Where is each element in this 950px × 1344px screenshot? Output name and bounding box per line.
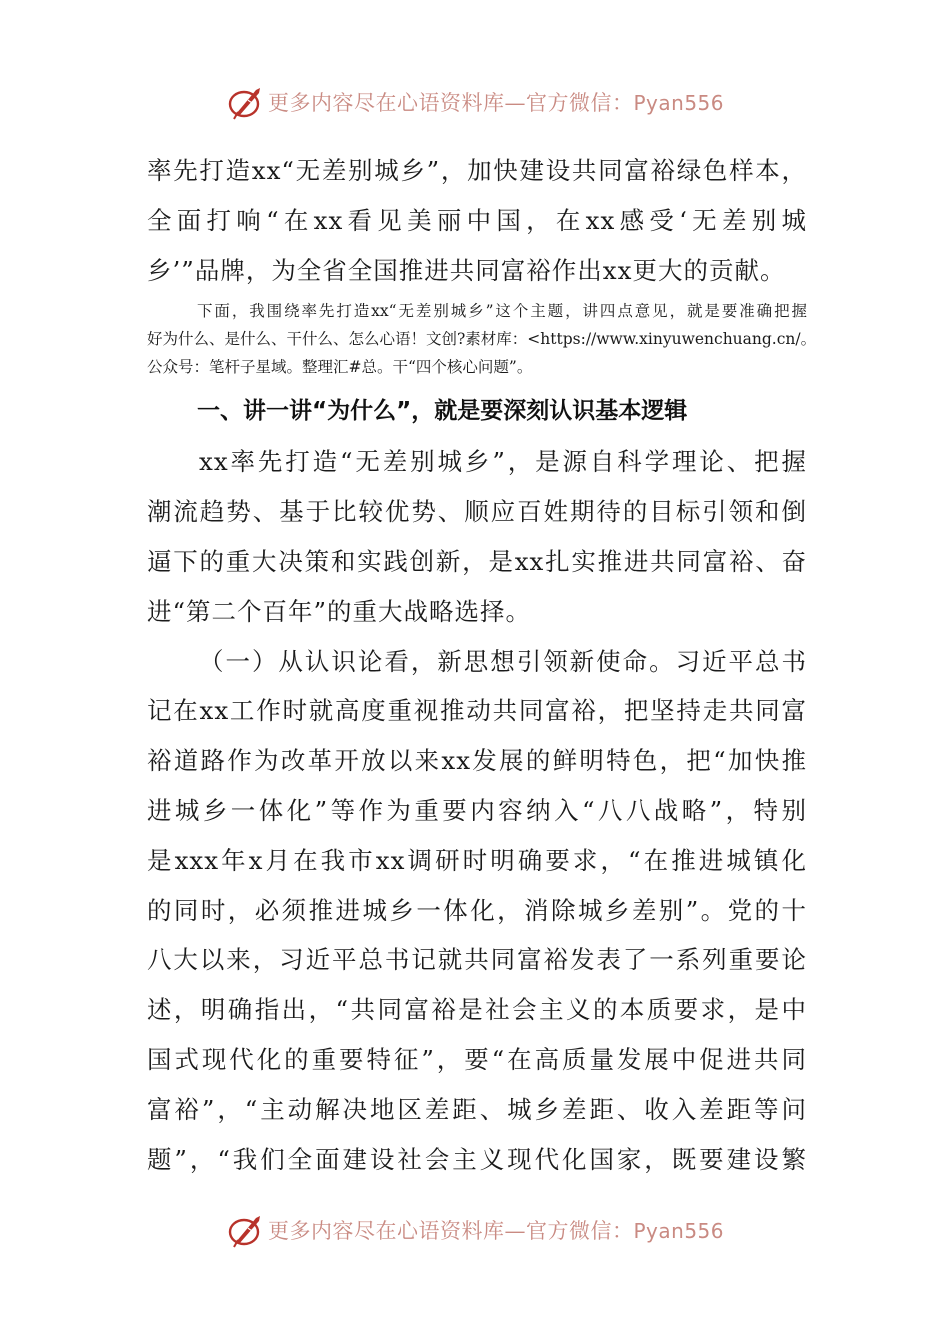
text-line: xx率先打造“无差别城乡”，是源自科学理论、把握 xyxy=(199,447,807,477)
text-line: 潮流趋势、基于比较优势、顺应百姓期待的目标引领和倒 xyxy=(147,497,807,527)
small-text-line: 好为什么、是什么、干什么、怎么心语！文创?素材库：<https://www.xinyuwenchuang.cn/。 xyxy=(147,330,817,349)
text-line: 题”，“我们全面建设社会主义现代化国家，既要建设繁 xyxy=(147,1144,807,1174)
text-line: 全面打响“在xx看见美丽中国，在xx感受‘无差别城 xyxy=(147,205,807,235)
small-text-line: 公众号：笔杆子星域。整理汇#总。干“四个核心问题”。 xyxy=(147,358,533,377)
footer-watermark-banner xyxy=(0,1208,950,1252)
banner-text: 更多内容尽在心语资料库—官方微信： xyxy=(267,1219,634,1243)
text-line: 逼下的重大决策和实践创新，是xx扎实推进共同富裕、奋 xyxy=(147,546,807,576)
wechat-id: Pyan556 xyxy=(633,91,724,115)
text-line: 的同时，必须推进城乡一体化，消除城乡差别”。党的十 xyxy=(147,895,807,925)
quill-pen-logo-icon xyxy=(226,82,266,122)
text-line: 富裕”，“主动解决地区差距、城乡差距、收入差距等问 xyxy=(147,1094,807,1124)
text-line: 八大以来，习近平总书记就共同富裕发表了一系列重要论 xyxy=(147,945,807,975)
text-line: 乡’”品牌，为全省全国推进共同富裕作出xx更大的贡献。 xyxy=(147,255,786,285)
text-line: 裕道路作为改革开放以来xx发展的鲜明特色，把“加快推 xyxy=(147,746,807,776)
banner-text: 更多内容尽在心语资料库—官方微信： xyxy=(267,91,634,115)
small-text-line: 下面，我围绕率先打造xx“无差别城乡”这个主题，讲四点意见，就是要准确把握 xyxy=(197,302,807,321)
text-line: （一）从认识论看，新思想引领新使命。习近平总书 xyxy=(199,646,807,676)
paragraph-epistemology xyxy=(147,637,807,1185)
text-line: 率先打造xx“无差别城乡”，加快建设共同富裕绿色样本， xyxy=(147,156,807,185)
wechat-id: Pyan556 xyxy=(633,1219,724,1243)
text-line: 是xxx年x月在我市xx调研时明确要求，“在推进城镇化 xyxy=(147,845,807,875)
intro-paragraph xyxy=(147,146,807,295)
text-line: 进“第二个百年”的重大战略选择。 xyxy=(147,596,532,626)
text-line: 进城乡一体化”等作为重要内容纳入“八八战略”，特别 xyxy=(147,795,807,825)
header-watermark-banner xyxy=(0,80,950,124)
text-line: 国式现代化的重要特征”，要“在高质量发展中促进共同 xyxy=(147,1044,807,1074)
paragraph-why xyxy=(147,437,807,636)
text-line: 记在xx工作时就高度重视推动共同富裕，把坚持走共同富 xyxy=(147,696,807,726)
text-line: 述，明确指出，“共同富裕是社会主义的本质要求，是中 xyxy=(147,995,807,1025)
section-heading: 一、讲一讲“为什么”，就是要深刻认识基本逻辑 xyxy=(197,398,688,425)
small-print-paragraph xyxy=(147,297,817,381)
document-body xyxy=(147,146,817,1184)
quill-pen-logo-icon xyxy=(226,1210,266,1250)
